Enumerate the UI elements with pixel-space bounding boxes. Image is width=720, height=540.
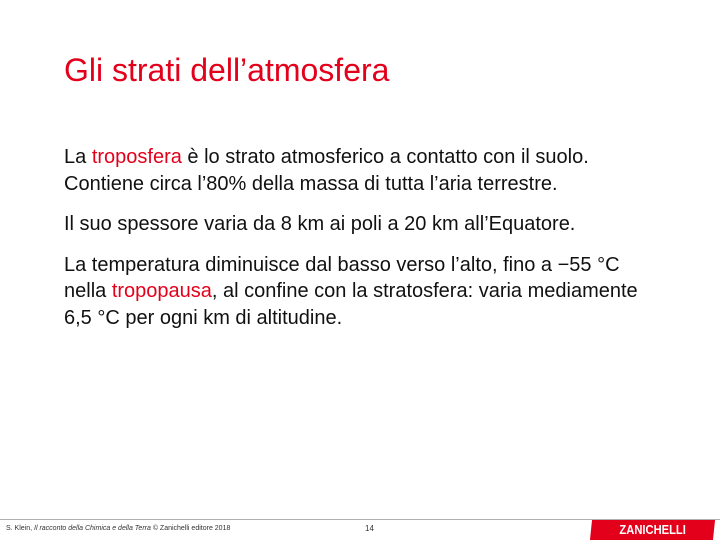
zanichelli-logo	[590, 520, 715, 540]
footer-credits	[6, 524, 230, 534]
logo-text: ZANICHELLI	[619, 522, 686, 537]
highlighted-term-troposfera: troposfera	[91, 146, 182, 168]
paragraph-text: La temperatura diminuisce dal basso verso l’alto, fino a −55 °C nella	[64, 253, 620, 302]
footer-book-title: Il racconto della Chimica e della Terra	[34, 525, 151, 532]
paragraph-thickness	[64, 211, 664, 238]
paragraph-temperature	[64, 252, 664, 332]
page-number: 14	[365, 524, 374, 533]
slide-title: Gli strati dell’atmosfera	[64, 52, 390, 88]
paragraph-troposphere	[64, 144, 664, 197]
paragraph-text: , al confine con la stratosfera: varia mediamente 6,5 °C per ogni km di altitudine.	[64, 280, 638, 329]
paragraph-text: Il suo spessore varia da 8 km ai poli a 20 km all’Equatore.	[64, 213, 576, 235]
slide-body	[64, 144, 664, 345]
paragraph-text: La	[64, 146, 92, 168]
footer-author: S. Klein,	[6, 525, 35, 532]
footer-publisher: © Zanichelli editore 2018	[150, 525, 231, 532]
highlighted-term-tropopausa: tropopausa	[111, 280, 212, 302]
paragraph-text: è lo strato atmosferico a contatto con il suolo. Contiene circa l’80% della massa di tutta l’aria terrestre.	[64, 146, 589, 195]
